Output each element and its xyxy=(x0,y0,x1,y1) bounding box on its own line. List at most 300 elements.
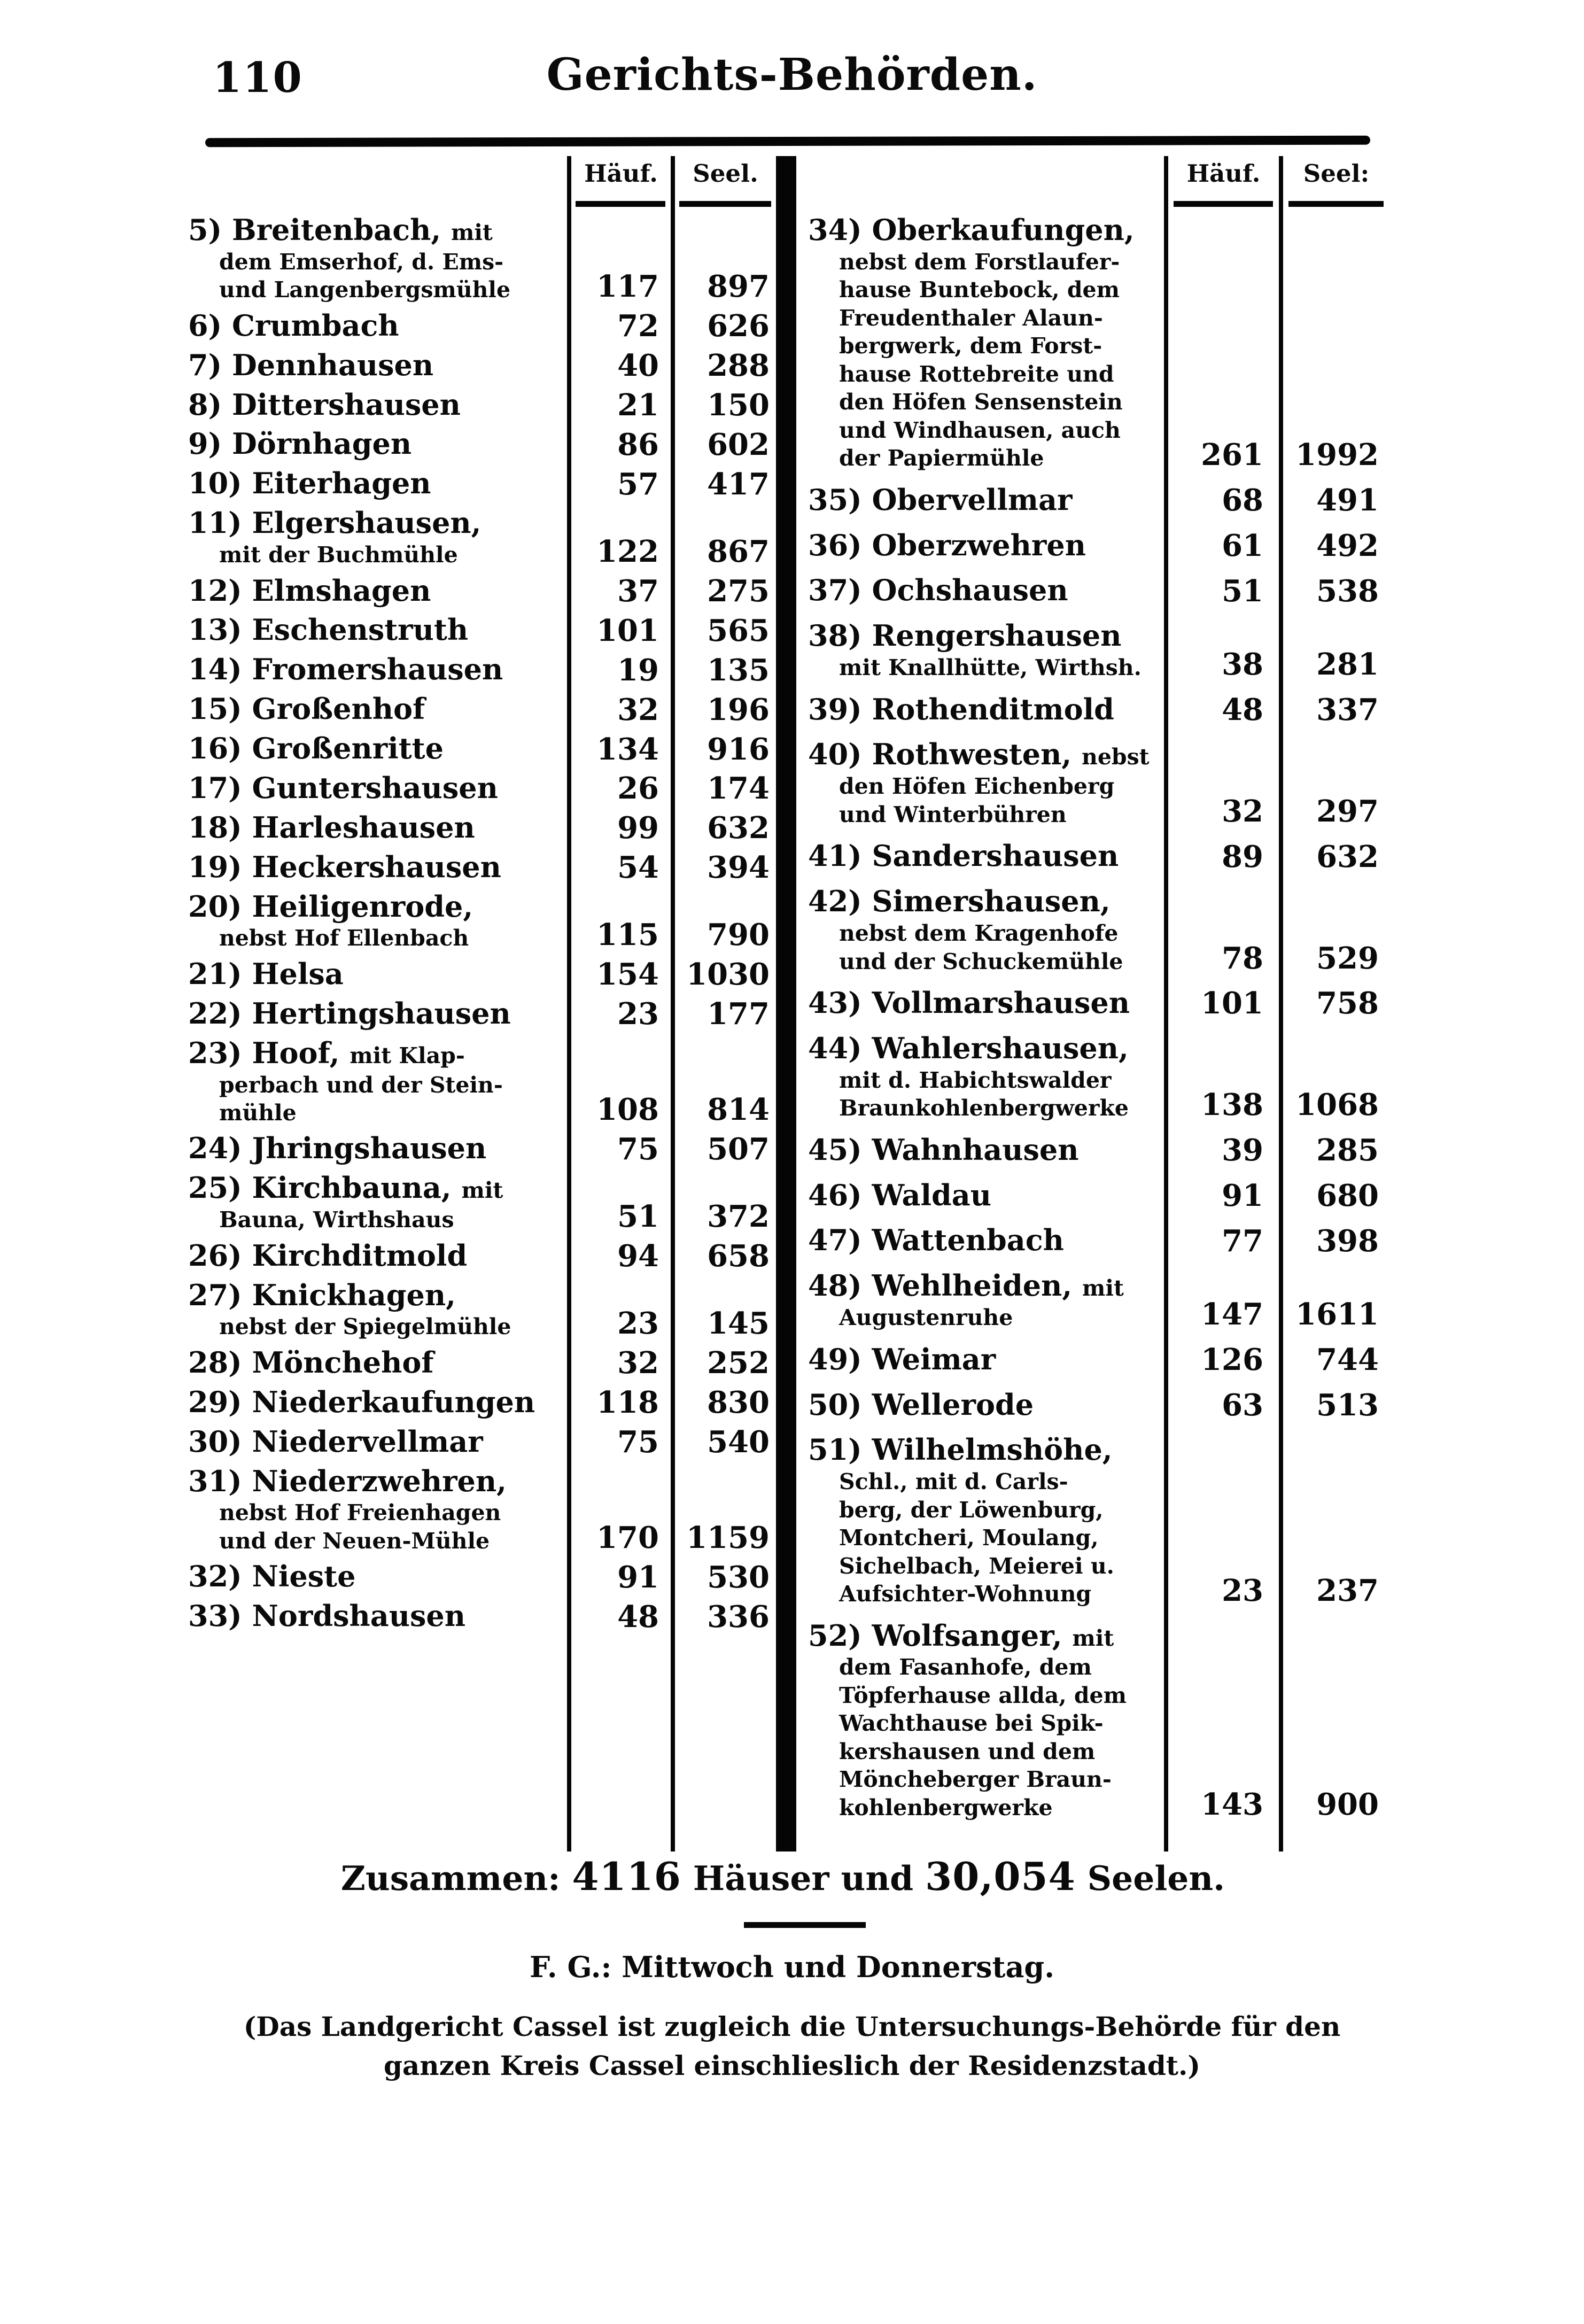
haeuser-value: 117 xyxy=(596,269,659,305)
place-cell xyxy=(796,483,1160,518)
place-name: Vollmarshausen xyxy=(872,985,1130,1020)
seelen-value: 897 xyxy=(707,269,770,305)
header-rule xyxy=(205,136,1370,148)
place-name: Harleshausen xyxy=(252,810,475,845)
seelen-value: 1068 xyxy=(1295,1087,1379,1123)
entry-number: 10) xyxy=(188,466,242,501)
column-header-haeuser: Häuf. xyxy=(584,159,658,188)
seelen-value: 177 xyxy=(707,996,770,1032)
haeuser-value: 32 xyxy=(1222,793,1263,829)
place-cell xyxy=(176,1599,562,1634)
table-row xyxy=(796,1223,1389,1258)
place-subline: Töpferhause allda, dem xyxy=(839,1682,1127,1708)
seelen-value: 758 xyxy=(1316,986,1379,1021)
haeuser-value: 101 xyxy=(596,613,659,648)
haeuser-value: 32 xyxy=(617,1345,659,1381)
table-row xyxy=(176,810,776,846)
table-row xyxy=(176,731,776,766)
seelen-value: 513 xyxy=(1316,1387,1379,1423)
place-cell xyxy=(796,1031,1160,1122)
haeuser-value: 23 xyxy=(617,1306,659,1342)
haeuser-value: 154 xyxy=(596,957,659,993)
place-name: Helsa xyxy=(252,956,344,991)
haeuser-value: 138 xyxy=(1201,1087,1263,1123)
place-subline: hause Rottebreite und xyxy=(839,361,1114,387)
seelen-value: 275 xyxy=(707,574,770,609)
place-subline: und der Schuckemühle xyxy=(839,948,1123,974)
place-subline: nebst der Spiegelmühle xyxy=(219,1314,511,1340)
place-cell xyxy=(796,618,1160,681)
place-name: Wattenbach xyxy=(872,1223,1064,1258)
haeuser-value: 21 xyxy=(617,388,659,423)
table-left-half xyxy=(176,156,776,1852)
place-cell xyxy=(176,1278,562,1341)
entry-number: 19) xyxy=(188,849,242,884)
place-subline: mühle xyxy=(219,1099,297,1126)
table-row xyxy=(176,771,776,806)
entry-number: 40) xyxy=(808,737,862,772)
haeuser-value: 23 xyxy=(617,996,659,1032)
place-cell xyxy=(176,1171,562,1234)
place-subline: den Höfen Eichenberg xyxy=(839,773,1115,800)
footnote-line-1: (Das Landgericht Cassel ist zugleich die Untersuchungs-Behörde für den xyxy=(243,2011,1341,2042)
entry-number: 36) xyxy=(808,528,862,562)
table-row xyxy=(796,618,1389,681)
entry-number: 8) xyxy=(188,387,222,422)
table-row xyxy=(176,692,776,727)
entry-number: 32) xyxy=(188,1559,242,1594)
haeuser-value: 122 xyxy=(596,534,659,570)
place-name: Nieste xyxy=(252,1559,356,1594)
entry-number: 30) xyxy=(188,1424,242,1459)
seelen-value: 398 xyxy=(1316,1223,1379,1259)
entry-number: 34) xyxy=(808,213,862,247)
seelen-value: 417 xyxy=(707,466,770,502)
haeuser-value: 91 xyxy=(617,1559,659,1595)
entry-number: 14) xyxy=(188,652,242,687)
table-row xyxy=(796,1618,1389,1822)
column-header-underline xyxy=(1174,201,1273,207)
place-name: Oberkaufungen, xyxy=(872,213,1135,247)
place-cell xyxy=(176,996,562,1032)
table-row xyxy=(796,1388,1389,1423)
place-cell xyxy=(176,427,562,462)
seelen-value: 658 xyxy=(707,1238,770,1274)
haeuser-value: 170 xyxy=(596,1520,659,1555)
place-name: Wilhelmshöhe, xyxy=(872,1432,1113,1467)
place-subline: nebst Hof Ellenbach xyxy=(219,925,469,951)
place-name: Heiligenrode, xyxy=(252,889,473,924)
place-name: Obervellmar xyxy=(872,482,1073,517)
place-subline: Montcheri, Moulang, xyxy=(839,1525,1099,1551)
seelen-value: 744 xyxy=(1316,1342,1379,1378)
place-name-tail: mit xyxy=(451,220,493,245)
entry-number: 6) xyxy=(188,308,222,343)
place-subline: kershausen und dem xyxy=(839,1738,1096,1764)
column-header-haeuser: Häuf. xyxy=(1186,159,1261,188)
place-subline: Augustenruhe xyxy=(839,1305,1013,1331)
place-subline: Bauna, Wirthshaus xyxy=(219,1207,454,1233)
seelen-value: 538 xyxy=(1316,573,1379,609)
haeuser-value: 32 xyxy=(617,692,659,727)
entry-number: 12) xyxy=(188,573,242,608)
place-name: Großenritte xyxy=(252,731,444,766)
place-subline: nebst Hof Freienhagen xyxy=(219,1500,501,1526)
haeuser-value: 108 xyxy=(596,1092,659,1128)
entry-number: 5) xyxy=(188,213,222,247)
place-cell xyxy=(796,1618,1160,1822)
seelen-value: 237 xyxy=(1316,1573,1379,1609)
place-name: Eiterhagen xyxy=(252,466,431,501)
seelen-value: 1030 xyxy=(686,957,770,993)
seelen-value: 150 xyxy=(707,388,770,423)
haeuser-value: 23 xyxy=(1222,1573,1263,1609)
table-row xyxy=(176,1385,776,1420)
entry-number: 24) xyxy=(188,1131,242,1166)
entry-number: 35) xyxy=(808,482,862,517)
place-cell xyxy=(176,810,562,846)
place-subline: dem Fasanhofe, dem xyxy=(839,1654,1092,1680)
entry-number: 33) xyxy=(188,1599,242,1633)
entry-number: 47) xyxy=(808,1223,862,1258)
place-name-tail: mit xyxy=(1082,1275,1124,1302)
table-row xyxy=(796,528,1389,563)
place-cell xyxy=(176,731,562,766)
place-name: Knickhagen, xyxy=(252,1277,456,1312)
table-row xyxy=(176,889,776,952)
place-cell xyxy=(176,652,562,687)
place-cell xyxy=(796,692,1160,727)
table-row xyxy=(796,986,1389,1021)
table-row xyxy=(176,427,776,462)
haeuser-value: 118 xyxy=(596,1385,659,1421)
table-row xyxy=(176,308,776,344)
place-name: Dörnhagen xyxy=(231,427,412,461)
haeuser-value: 39 xyxy=(1222,1133,1263,1168)
place-cell xyxy=(796,1268,1160,1331)
haeuser-value: 261 xyxy=(1201,437,1263,473)
seelen-value: 372 xyxy=(707,1199,770,1235)
table-row xyxy=(176,1036,776,1127)
place-cell xyxy=(176,771,562,806)
totals-label: Zusammen: xyxy=(340,1858,561,1898)
haeuser-value: 51 xyxy=(617,1199,659,1235)
place-name: Wahlershausen, xyxy=(872,1031,1129,1065)
seelen-value: 394 xyxy=(707,850,770,886)
table-row xyxy=(796,1031,1389,1122)
haeuser-value: 126 xyxy=(1201,1342,1263,1378)
place-subline: nebst dem Forstlaufer- xyxy=(839,249,1120,275)
place-name: Kirchbauna, xyxy=(252,1171,452,1205)
seelen-value: 252 xyxy=(707,1345,770,1381)
entry-number: 44) xyxy=(808,1031,862,1065)
table-row xyxy=(176,652,776,687)
table-row xyxy=(176,1131,776,1166)
entry-number: 49) xyxy=(808,1342,862,1376)
haeuser-value: 75 xyxy=(617,1131,659,1167)
place-name: Kirchditmold xyxy=(252,1238,468,1273)
seelen-value: 830 xyxy=(707,1385,770,1421)
place-name: Wehlheiden, xyxy=(872,1268,1073,1303)
seelen-value: 174 xyxy=(707,771,770,807)
table-row xyxy=(176,1238,776,1274)
table-row xyxy=(176,388,776,423)
place-cell xyxy=(176,1036,562,1127)
entry-number: 50) xyxy=(808,1387,862,1422)
haeuser-value: 91 xyxy=(1222,1178,1263,1214)
place-name: Niedervellmar xyxy=(252,1424,483,1459)
place-cell xyxy=(796,1178,1160,1213)
entry-number: 17) xyxy=(188,770,242,805)
haeuser-value: 99 xyxy=(617,810,659,846)
place-name: Hertingshausen xyxy=(252,996,511,1031)
place-name: Mönchehof xyxy=(252,1345,434,1380)
table-row xyxy=(176,850,776,885)
column-header-seelen: Seel: xyxy=(1303,159,1370,188)
place-name-tail: mit Klap- xyxy=(350,1042,465,1068)
place-cell xyxy=(176,1131,562,1166)
place-cell xyxy=(176,1424,562,1460)
seelen-value: 867 xyxy=(707,534,770,570)
totals-line xyxy=(176,1854,1389,1899)
entry-number: 52) xyxy=(808,1618,862,1653)
place-cell xyxy=(176,1238,562,1274)
place-subline: dem Emserhof, d. Ems- xyxy=(219,249,504,275)
place-cell xyxy=(176,574,562,609)
seelen-value: 135 xyxy=(707,652,770,688)
entry-number: 22) xyxy=(188,996,242,1031)
table-center-divider xyxy=(776,156,796,1852)
place-name: Rothwesten, xyxy=(872,737,1072,772)
entry-number: 43) xyxy=(808,985,862,1020)
place-subline: Wachthause bei Spik- xyxy=(839,1710,1104,1737)
haeuser-value: 89 xyxy=(1222,839,1263,874)
table-row xyxy=(796,1133,1389,1168)
place-subline: mit d. Habichtswalder xyxy=(839,1067,1112,1093)
table-row xyxy=(796,692,1389,727)
table-row xyxy=(176,213,776,304)
place-name: Rothenditmold xyxy=(872,692,1114,726)
place-name: Nordshausen xyxy=(252,1599,466,1633)
place-name: Dennhausen xyxy=(231,347,434,382)
haeuser-value: 77 xyxy=(1222,1223,1263,1259)
haeuser-value: 86 xyxy=(617,427,659,462)
place-name: Breitenbach, xyxy=(231,213,441,247)
totals-mid-text: Häuser und xyxy=(693,1858,914,1898)
entry-number: 11) xyxy=(188,506,242,540)
entry-number: 45) xyxy=(808,1132,862,1167)
place-cell xyxy=(796,1432,1160,1608)
place-name: Niederkaufungen xyxy=(252,1384,535,1419)
haeuser-value: 54 xyxy=(617,850,659,886)
seelen-value: 336 xyxy=(707,1599,770,1634)
footnote-line-2: ganzen Kreis Cassel einschlieslich der Residenzstadt.) xyxy=(383,2049,1201,2081)
table-row xyxy=(796,1178,1389,1213)
column-header-underline xyxy=(576,201,665,207)
seelen-value: 632 xyxy=(707,810,770,846)
place-subline: kohlenbergwerke xyxy=(839,1794,1053,1821)
left-rows xyxy=(176,213,776,1638)
place-cell xyxy=(796,213,1160,472)
table-row xyxy=(796,213,1389,472)
totals-end-text: Seelen. xyxy=(1087,1858,1225,1898)
place-cell xyxy=(796,839,1160,874)
entry-number: 41) xyxy=(808,839,862,873)
table-row xyxy=(176,1424,776,1460)
entry-number: 27) xyxy=(188,1277,242,1312)
total-souls-value: 30,054 xyxy=(925,1854,1076,1899)
summary-divider-rule xyxy=(744,1922,866,1928)
column-header-seelen: Seel. xyxy=(693,159,758,188)
seelen-value: 507 xyxy=(707,1131,770,1167)
entry-number: 23) xyxy=(188,1035,242,1070)
seelen-value: 288 xyxy=(707,348,770,384)
place-cell xyxy=(796,1388,1160,1423)
haeuser-value: 19 xyxy=(617,652,659,688)
seelen-value: 491 xyxy=(1316,483,1379,518)
haeuser-value: 94 xyxy=(617,1238,659,1274)
haeuser-value: 61 xyxy=(1222,528,1263,563)
seelen-value: 492 xyxy=(1316,528,1379,563)
seelen-value: 1992 xyxy=(1295,437,1379,473)
place-subline: und der Neuen-Mühle xyxy=(219,1528,490,1554)
table-row xyxy=(176,1599,776,1634)
haeuser-value: 57 xyxy=(617,466,659,502)
place-subline: berg, der Löwenburg, xyxy=(839,1497,1104,1523)
place-cell xyxy=(796,884,1160,975)
table-row xyxy=(176,1464,776,1555)
place-name: Elgershausen, xyxy=(252,506,482,540)
entry-number: 48) xyxy=(808,1268,862,1303)
seelen-value: 145 xyxy=(707,1306,770,1342)
place-cell xyxy=(176,1345,562,1381)
place-name: Wolfsanger, xyxy=(872,1618,1062,1653)
place-name: Wahnhausen xyxy=(872,1132,1079,1167)
place-cell xyxy=(796,1133,1160,1168)
place-cell xyxy=(796,573,1160,608)
entry-number: 7) xyxy=(188,347,222,382)
statistics-table xyxy=(176,156,1389,1852)
place-name: Jhringshausen xyxy=(252,1131,487,1166)
entry-number: 21) xyxy=(188,956,242,991)
haeuser-value: 134 xyxy=(596,731,659,767)
haeuser-value: 115 xyxy=(596,917,659,953)
table-row xyxy=(176,1345,776,1381)
place-subline: Braunkohlenbergwerke xyxy=(839,1095,1129,1121)
right-rows xyxy=(796,213,1389,1832)
haeuser-value: 147 xyxy=(1201,1297,1263,1333)
table-row xyxy=(176,348,776,383)
place-name: Ochshausen xyxy=(872,573,1068,608)
court-days-line: F. G.: Mittwoch und Donnerstag. xyxy=(530,1950,1054,1984)
place-subline: und Langenbergsmühle xyxy=(219,277,511,303)
seelen-value: 1611 xyxy=(1295,1297,1379,1333)
table-row xyxy=(796,1432,1389,1608)
place-subline: Freudenthaler Alaun- xyxy=(839,305,1103,331)
entry-number: 29) xyxy=(188,1384,242,1419)
haeuser-value: 143 xyxy=(1201,1786,1263,1822)
place-cell xyxy=(176,506,562,569)
place-name: Rengershausen xyxy=(872,618,1122,653)
table-row xyxy=(796,573,1389,608)
seelen-value: 626 xyxy=(707,308,770,344)
table-row xyxy=(796,1342,1389,1377)
place-subline: und Winterbühren xyxy=(839,801,1067,827)
table-row xyxy=(176,574,776,609)
place-name: Waldau xyxy=(872,1178,991,1212)
place-name: Heckershausen xyxy=(252,849,501,884)
seelen-value: 790 xyxy=(707,917,770,953)
haeuser-value: 48 xyxy=(1222,692,1263,728)
place-cell xyxy=(176,1559,562,1594)
place-cell xyxy=(176,889,562,952)
seelen-value: 196 xyxy=(707,692,770,727)
haeuser-value: 40 xyxy=(617,348,659,384)
entry-number: 26) xyxy=(188,1238,242,1273)
place-name: Elmshagen xyxy=(252,573,431,608)
place-cell xyxy=(176,213,562,304)
place-subline: Aufsichter-Wohnung xyxy=(839,1581,1092,1607)
place-name-tail: mit xyxy=(1072,1625,1114,1651)
haeuser-value: 38 xyxy=(1222,647,1263,683)
place-cell xyxy=(796,528,1160,563)
seelen-value: 602 xyxy=(707,427,770,462)
seelen-value: 281 xyxy=(1316,647,1379,683)
table-row xyxy=(796,884,1389,975)
total-houses-value: 4116 xyxy=(572,1854,681,1899)
haeuser-value: 51 xyxy=(1222,573,1263,609)
place-name: Guntershausen xyxy=(252,770,498,805)
entry-number: 18) xyxy=(188,810,242,845)
entry-number: 42) xyxy=(808,884,862,919)
place-name: Crumbach xyxy=(231,308,399,343)
table-right-half xyxy=(796,156,1389,1852)
place-cell xyxy=(796,986,1160,1021)
seelen-value: 680 xyxy=(1316,1178,1379,1214)
entry-number: 31) xyxy=(188,1463,242,1498)
place-name-tail: mit xyxy=(461,1178,503,1204)
haeuser-value: 78 xyxy=(1222,940,1263,976)
entry-number: 20) xyxy=(188,889,242,924)
haeuser-value: 75 xyxy=(617,1424,659,1460)
seelen-value: 814 xyxy=(707,1092,770,1128)
seelen-value: 337 xyxy=(1316,692,1379,728)
entry-number: 38) xyxy=(808,618,862,653)
table-row xyxy=(176,613,776,648)
table-row xyxy=(796,1268,1389,1331)
table-row xyxy=(176,1559,776,1594)
place-name: Niederzwehren, xyxy=(252,1463,507,1498)
haeuser-value: 63 xyxy=(1222,1387,1263,1423)
place-cell xyxy=(176,613,562,648)
seelen-value: 632 xyxy=(1316,839,1379,874)
seelen-value: 297 xyxy=(1316,793,1379,829)
entry-number: 51) xyxy=(808,1432,862,1467)
page-number: 110 xyxy=(213,53,303,102)
place-cell xyxy=(796,1223,1160,1258)
table-row xyxy=(176,996,776,1032)
column-header-underline xyxy=(1288,201,1384,207)
place-subline: bergwerk, dem Forst- xyxy=(839,333,1102,359)
place-name: Simershausen, xyxy=(872,884,1111,919)
seelen-value: 565 xyxy=(707,613,770,648)
seelen-value: 916 xyxy=(707,731,770,767)
table-row xyxy=(176,506,776,569)
seelen-value: 1159 xyxy=(686,1520,770,1555)
footnote xyxy=(75,2008,1509,2085)
seelen-value: 900 xyxy=(1316,1786,1379,1822)
haeuser-value: 68 xyxy=(1222,483,1263,518)
